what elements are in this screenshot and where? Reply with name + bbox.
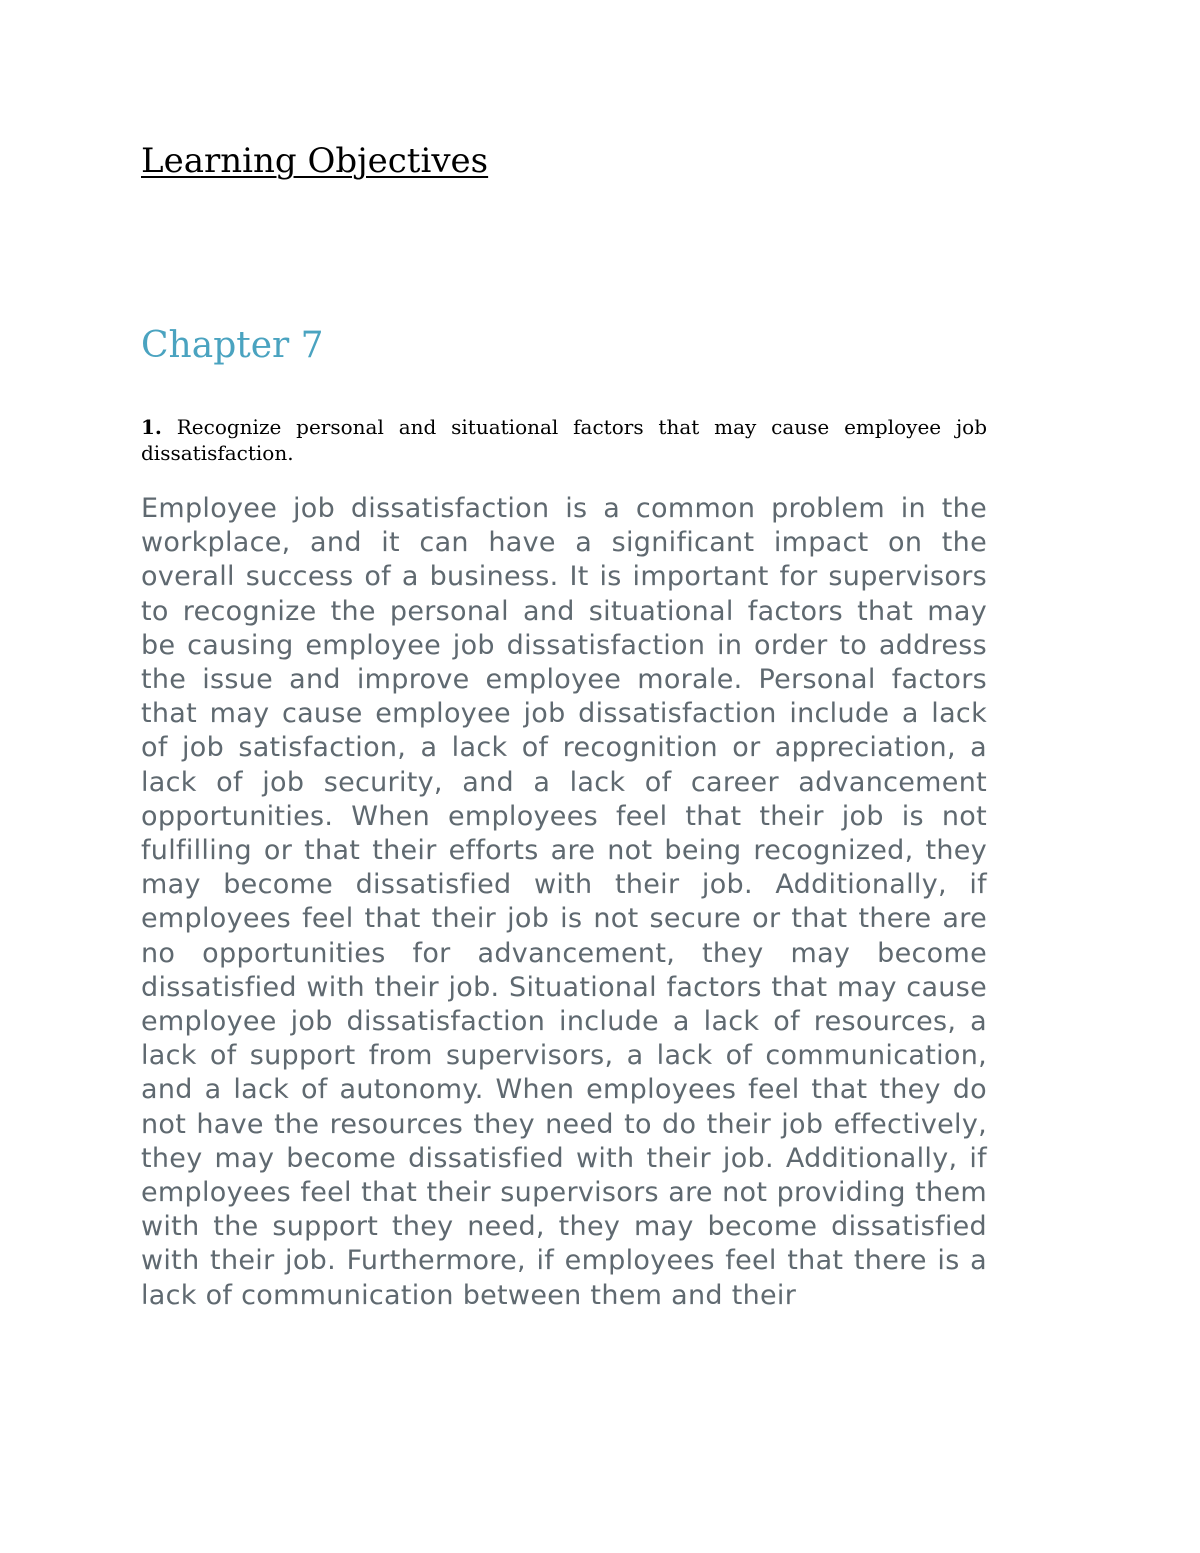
- body-paragraph: Employee job dissatisfaction is a common problem in the workplace, and it can have a significant impact on the overall success of a business. It is important for supervisors to recognize the personal and situational factors that may be causing employee job dissatisfaction in order to address the issue and improve employee morale. Personal factors that may cause employee job dissatisfaction include a lack of job satisfaction, a lack of recognition or appreciation, a lack of job security, and a lack of career advancement opportunities. When employees feel that their job is not fulfilling or that their efforts are not being recognized, they may become dissatisfied with their job. Additionally, if employees feel that their job is not secure or that there are no opportunities for advancement, they may become dissatisfied with their job. Situational factors that may cause employee job dissatisfaction include a lack of resources, a lack of support from supervisors, a lack of communication, and a lack of autonomy. When employees feel that they do not have the resources they need to do their job effectively, they may become dissatisfied with their job. Additionally, if employees feel that their supervisors are not providing them with the support they need, they may become dissatisfied with their job. Furthermore, if employees feel that there is a lack of communication between them and their: [141, 493, 987, 1311]
- learning-objective: [141, 414, 987, 466]
- chapter-heading: Chapter 7: [141, 325, 324, 366]
- objective-text: Recognize personal and situational factors that may cause employee job dissatisfaction.: [141, 415, 987, 465]
- page-title: Learning Objectives: [141, 141, 489, 181]
- objective-number: 1.: [141, 415, 162, 439]
